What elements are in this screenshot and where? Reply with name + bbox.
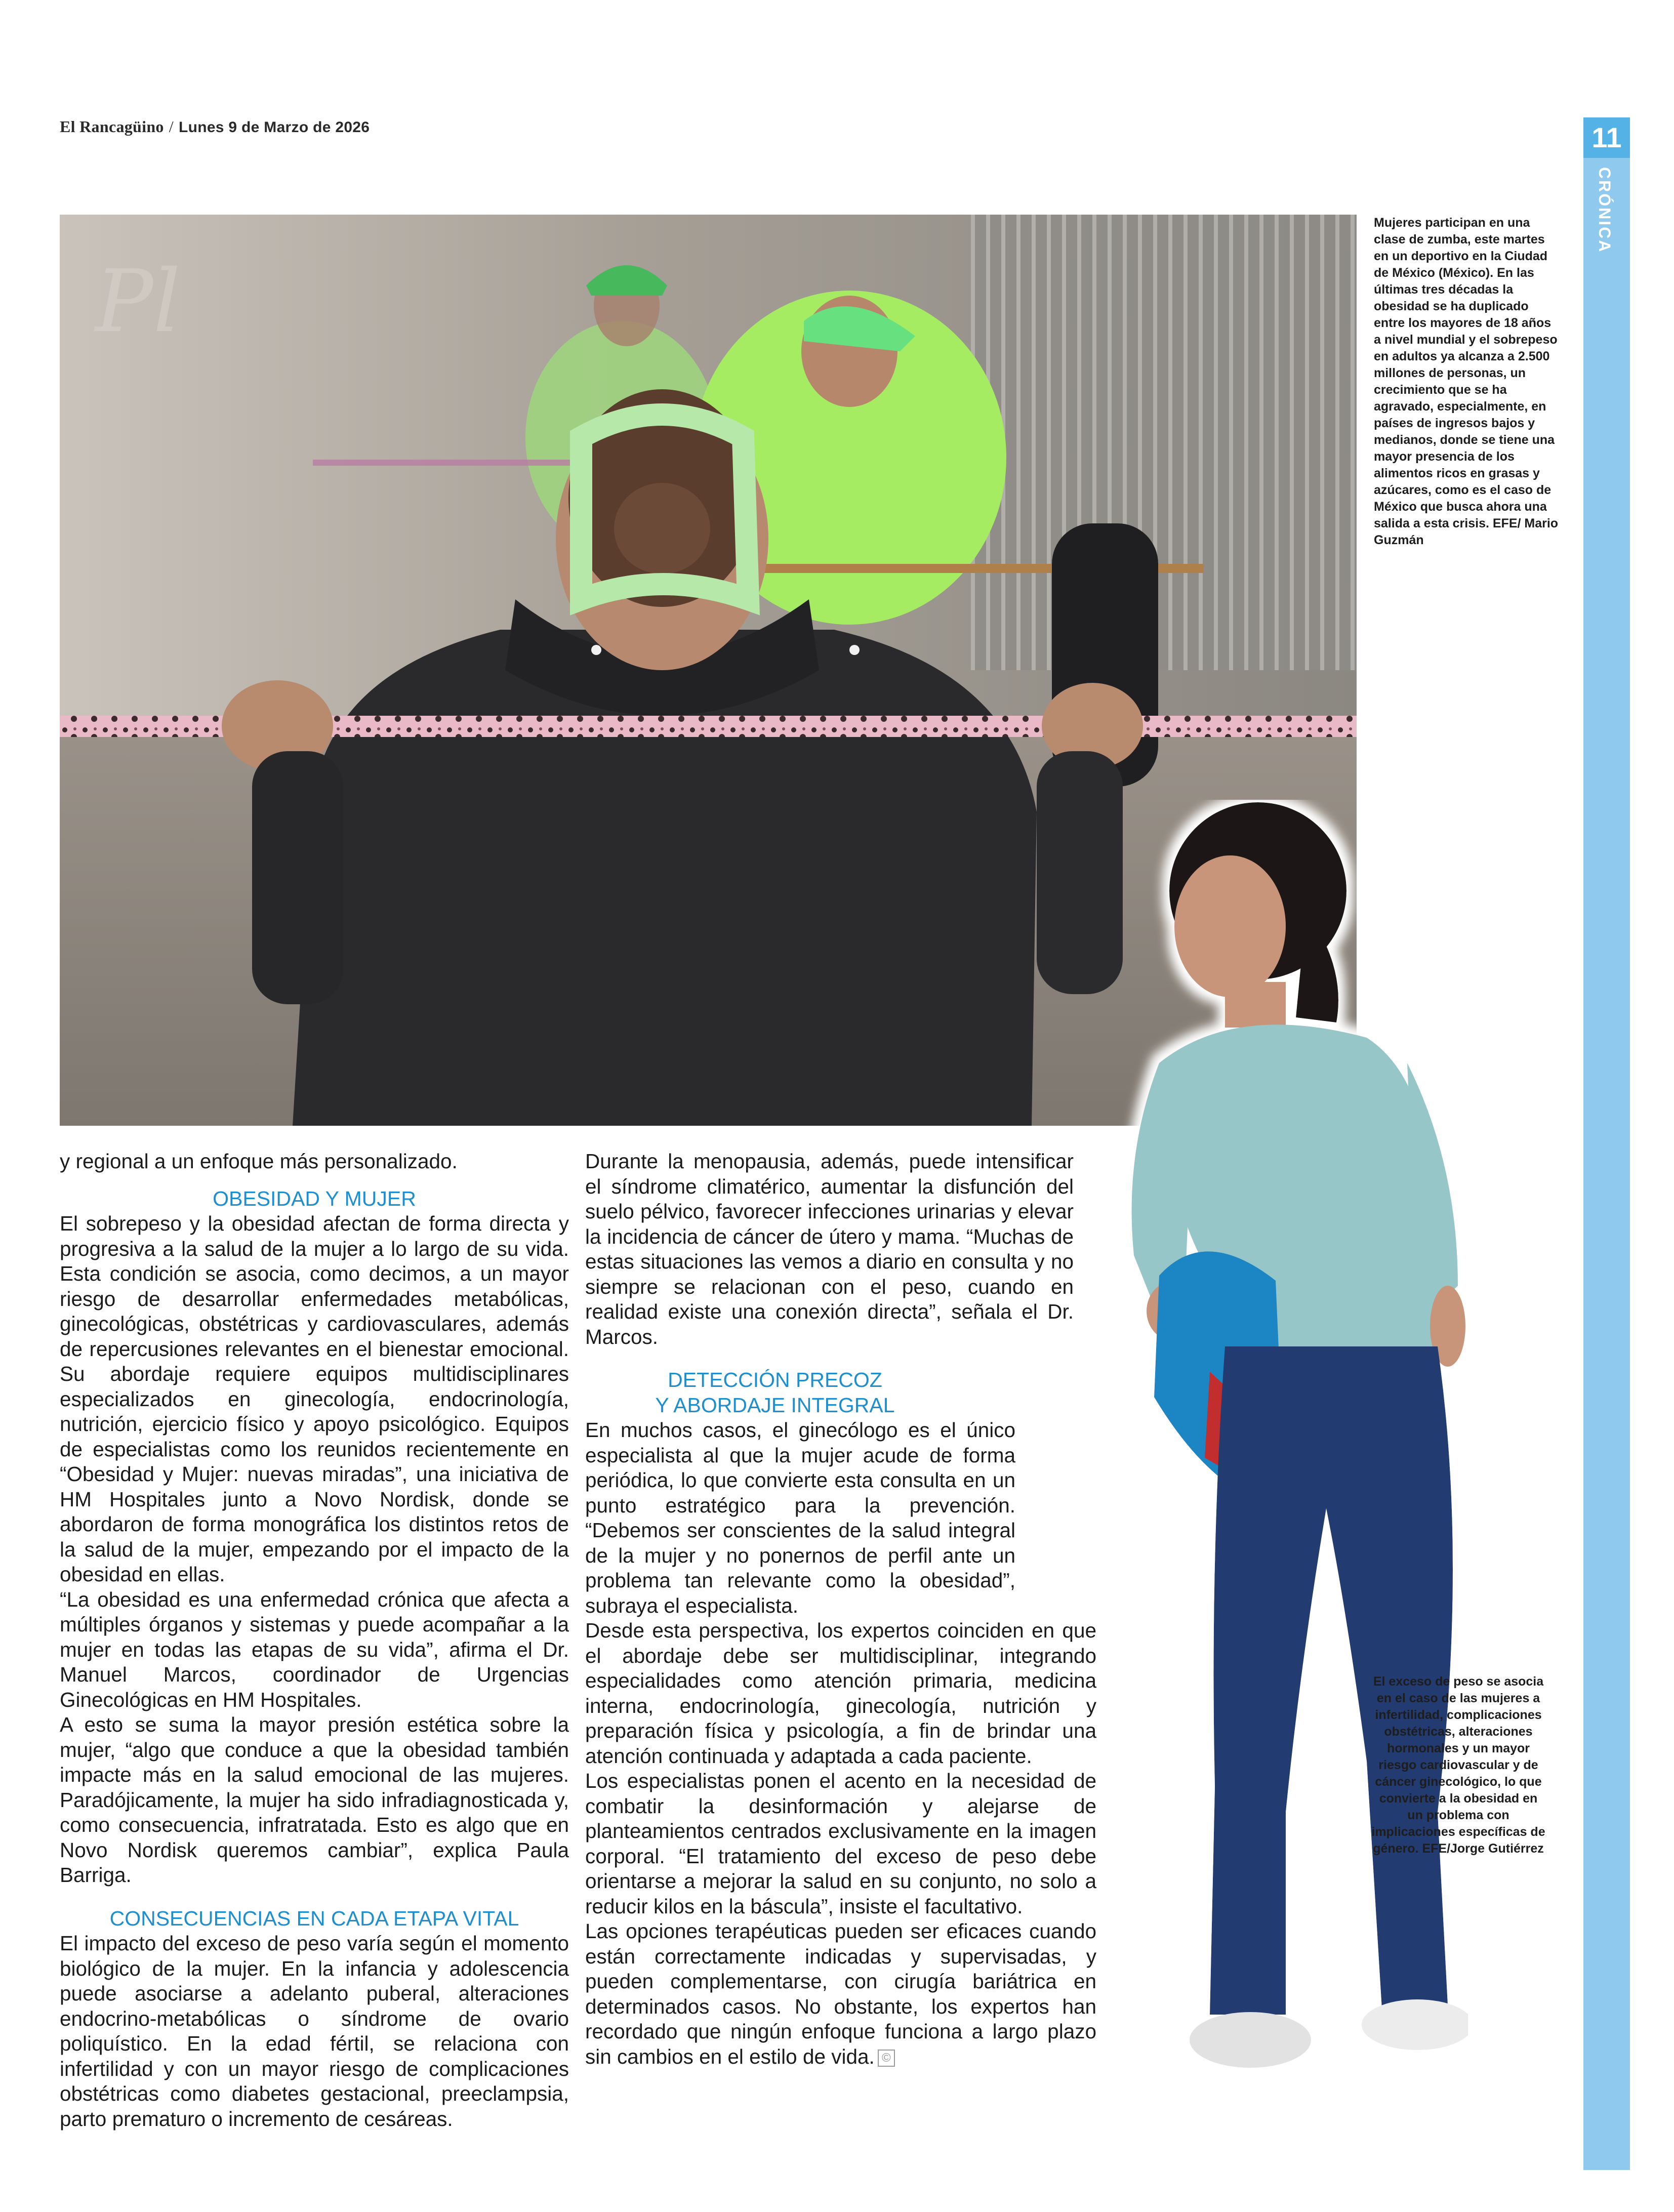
article-paragraph: “La obesidad es una enfermedad crónica que afecta a múltiples órganos y sistemas y puede acompañar a la mujer en todas las etapas de su vida”, afirma el Dr. Manuel Marcos, coordinador de Urgencias Ginecológicas en HM Hospitales. — [60, 1587, 569, 1711]
issue-date: Lunes 9 de Marzo de 2026 — [178, 119, 370, 136]
article-column-2 — [585, 1149, 1096, 2069]
column1-lead: y regional a un enfoque más personalizado. — [60, 1150, 458, 1173]
article-paragraph: El sobrepeso y la obesidad afectan de forma directa y progresiva a la salud de la mujer a lo largo de su vida. Esta condición se asocia, como decimos, a un mayor riesgo de desarrollar enfermedades metabólicas, ginecológicas, obstétricas y cardiovasculares, además de repercusiones relevantes en el bienestar emocional. Su abordaje requiere equipos multidisciplinares especializados en ginecología, endocrinología, nutrición, ejercicio físico y apoyo psicológico. Equipos de especialistas como los reunidos recientemente en “Obesidad y Mujer: nuevas miradas”, una iniciativa de HM Hospitales junto a Novo Nordisk, donde se abordaron de forma monográfica los distintos retos de la salud de la mujer, empezando por el impacto de la obesidad en ellas. — [60, 1212, 569, 1586]
photo2-caption: El exceso de peso se asocia en el caso de las mujeres a infertilidad, complicaciones obstétricas, alteraciones hormonales y un mayor riesgo cardiovascular y de cáncer ginecológico, lo que convierte a la obesidad en un problema con implicaciones específicas de género. EFE/Jorge Gutiérrez — [1371, 1674, 1545, 1856]
article-paragraph: El impacto del exceso de peso varía según el momento biológico de la mujer. En la infancia y adolescencia puede asociarse a adelanto puberal, alteraciones endocrino-metabólicas o síndrome de ovario poliquístico. En la edad fértil, se relaciona con infertilidad y con un mayor riesgo de complicaciones obstétricas como diabetes gestacional, preeclampsia, parto prematuro o incremento de cesáreas. — [60, 1932, 569, 2131]
section-sidebar — [1583, 117, 1630, 2170]
paper-name: El Rancagüino — [60, 117, 164, 136]
masthead-separator: / — [169, 117, 174, 136]
article-paragraph: Durante la menopausia, además, puede intensificar el síndrome climatérico, aumentar la disfunción del suelo pélvico, favorecer infecciones urinarias y elevar la incidencia de cáncer de útero y mama. “Muchas de estas situaciones las vemos a diario en consulta y no siempre se relacionan con el peso, cuando en realidad existe una conexión directa”, señala el Dr. Marcos. — [585, 1150, 1074, 1348]
final-paragraph-text: Las opciones terapéuticas pueden ser eficaces cuando están correctamente indicadas y supervisadas, y pueden complementarse, con cirugía bariátrica en determinados casos. No obstante, los expertos han recordado que ningún enfoque funciona a largo plazo sin cambios en el estilo de vida. — [585, 1919, 1096, 2068]
article-paragraph: Los especialistas ponen el acento en la necesidad de combatir la desinformación y alejarse de planteamientos centrados exclusivamente en la imagen corporal. “El tratamiento del exceso de peso debe orientarse a mejorar la salud en su conjunto, no solo a reducir kilos en la báscula”, insiste el facultativo. — [585, 1769, 1096, 1918]
article-paragraph: Desde esta perspectiva, los expertos coinciden en que el abordaje debe ser multidisciplinar, integrando especialidades como atención primaria, medicina interna, endocrinología, ginecología, nutrición y preparación física y psicología, a fin de brindar una atención continuada y adaptada a cada paciente. — [585, 1619, 1096, 1768]
heading-obesidad-y-mujer: OBESIDAD Y MUJER — [213, 1186, 416, 1210]
heading-consecuencias: CONSECUENCIAS EN CADA ETAPA VITAL — [109, 1906, 519, 1930]
photo1-caption: Mujeres participan en una clase de zumba, este martes en un deportivo en la Ciudad de México (México). En las últimas tres décadas la obesidad se ha duplicado entre los mayores de 18 años a nivel mundial y el sobrepeso en adultos ya alcanza a 2.500 millones de personas, un crecimiento que se ha agravado, especialmente, en países de ingresos bajos y medianos, donde se tiene una mayor presencia de los alimentos ricos en grasas y azúcares, como es el caso de México que busca ahora una salida a esta crisis. EFE/ Mario Guzmán — [1374, 216, 1559, 547]
article-column-1 — [60, 1149, 569, 2132]
end-of-article-icon: © — [878, 2050, 895, 2067]
article-paragraph — [585, 1919, 1096, 2069]
masthead — [60, 117, 370, 136]
page-number: 11 — [1583, 117, 1630, 158]
svg-text:Pl: Pl — [95, 252, 181, 352]
woman-walking-photo — [1083, 800, 1468, 2121]
heading-deteccion-line2: Y ABORDAJE INTEGRAL — [655, 1393, 895, 1417]
article-paragraph: En muchos casos, el ginecólogo es el único especialista al que la mujer acude de forma periódica, lo que convierte esta consulta en un punto estratégico para la prevención. “Debemos ser conscientes de la salud integral de la mujer y no ponernos de perfil ante un problema tan relevante como la obesidad”, subraya el especialista. — [585, 1418, 1015, 1617]
heading-deteccion-line1: DETECCIÓN PRECOZ — [668, 1368, 882, 1391]
section-label-text: CRÓNICA — [1596, 167, 1614, 254]
section-label — [1583, 167, 1630, 319]
article-paragraph: A esto se suma la mayor presión estética sobre la mujer, “algo que conduce a que la obesidad también impacte más en la salud emocional de las mujeres. Paradójicamente, la mujer ha sido infradiagnosticada y, como consecuencia, infratratada. Esto es algo que en Novo Nordisk queremos cambiar”, explica Paula Barriga. — [60, 1713, 569, 1887]
